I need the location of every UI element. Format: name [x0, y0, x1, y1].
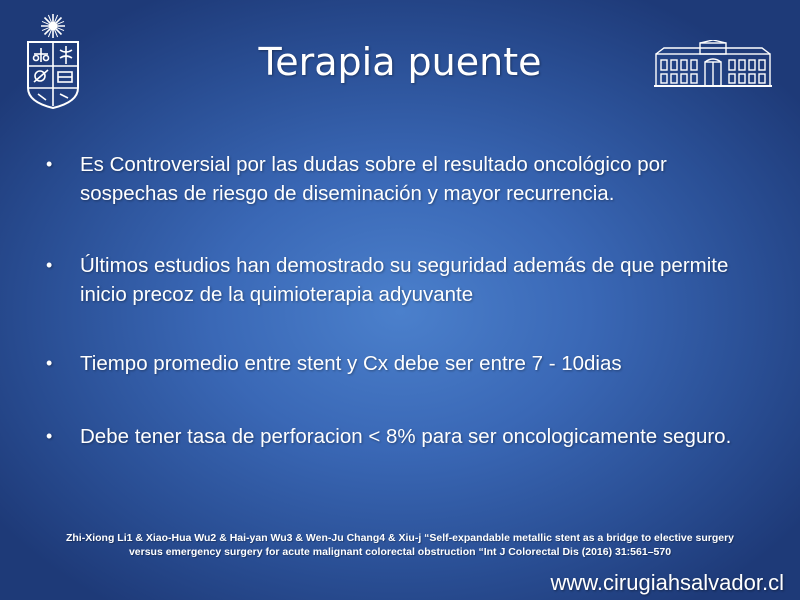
bullet-text: Es Controversial por las dudas sobre el resultado oncológico por sospechas de riesgo de diseminación y mayor recurrencia.	[80, 153, 667, 205]
bullet-item	[46, 251, 766, 309]
bullet-dot: •	[46, 154, 53, 174]
bullet-text: Últimos estudios han demostrado su seguridad además de que permite inicio precoz de la quimioterapia adyuvante	[80, 254, 729, 306]
bullet-dot: •	[46, 426, 53, 446]
bullet-item	[46, 150, 766, 208]
bullet-item	[46, 422, 731, 451]
reference-citation	[60, 531, 740, 559]
slide-title: Terapia puente	[258, 40, 542, 84]
bullet-item	[46, 349, 622, 378]
website-url: www.cirugiahsalvador.cl	[550, 570, 784, 595]
bullet-dot: •	[46, 255, 53, 275]
bullet-text: Debe tener tasa de perforacion < 8% para ser oncologicamente seguro.	[80, 425, 732, 448]
bullet-dot: •	[46, 353, 53, 373]
citation-line-1: Zhi-Xiong Li1 & Xiao-Hua Wu2 & Hai-yan Wu3 & Wen-Ju Chang4 & Xiu-j “Self-expandable metallic stent as a bridge to elective surgery	[65, 532, 735, 544]
citation-line-2: versus emergency surgery for acute malignant colorectal obstruction “Int J Colorectal Dis (2016) 31:561–570	[128, 546, 672, 558]
bullet-text: Tiempo promedio entre stent y Cx debe ser entre 7 - 10dias	[80, 352, 622, 375]
